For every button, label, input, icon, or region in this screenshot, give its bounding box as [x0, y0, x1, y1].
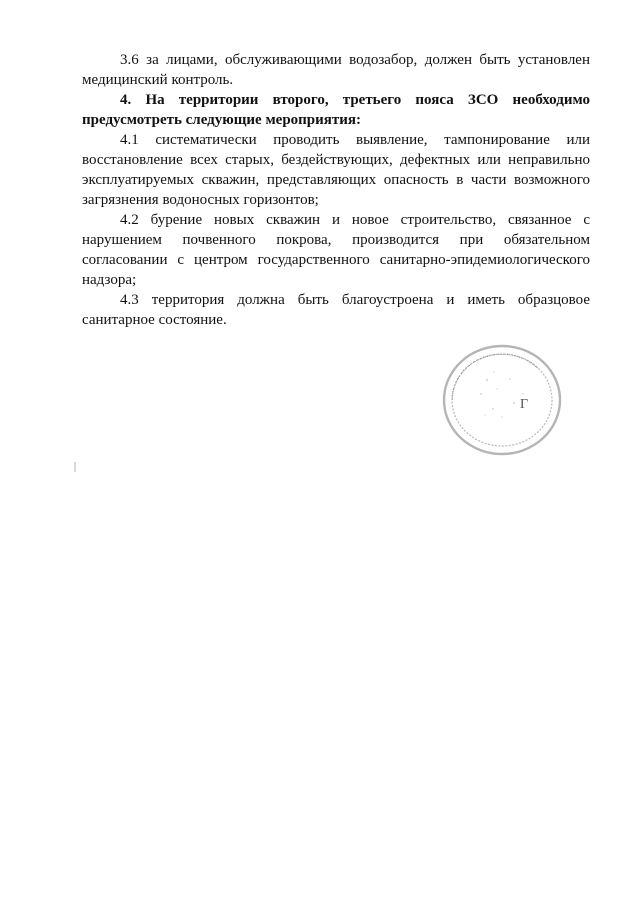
stamp-inner-speckles: [480, 371, 524, 418]
scan-edge-mark: [74, 462, 76, 472]
stamp-outer-ring: [444, 346, 560, 454]
paragraph-4-2: 4.2 бурение новых скважин и новое строительство, связанное с нарушением почвенного покрова, производится при обязательном согласовании с центром государственного санитарно-эпидемиологического надзора;: [82, 212, 590, 288]
stamp-center-mark: Г: [520, 397, 529, 412]
official-stamp: [440, 342, 564, 458]
section-4-heading: 4. На территории второго, третьего пояса ЗСО необходимо предусмотреть следующие мероприятия:: [82, 92, 590, 128]
paragraph-3-6: 3.6 за лицами, обслуживающими водозабор, должен быть установлен медицинский контроль.: [82, 52, 590, 88]
paragraph-4-1: 4.1 систематически проводить выявление, тампонирование или восстановление всех старых, бездействующих, дефектных или неправильно эксплуатируемых скважин, представляющих опасность в части возможного загрязнения водоносных горизонтов;: [82, 132, 590, 208]
document-body: [82, 50, 590, 330]
paragraph-4-3: 4.3 территория должна быть благоустроена и иметь образцовое санитарное состояние.: [82, 292, 590, 328]
stamp-ring-text: ••••••• •••••• •••••••• •••••••••• •••••••••• ••••••• ••••••••: [449, 351, 540, 401]
